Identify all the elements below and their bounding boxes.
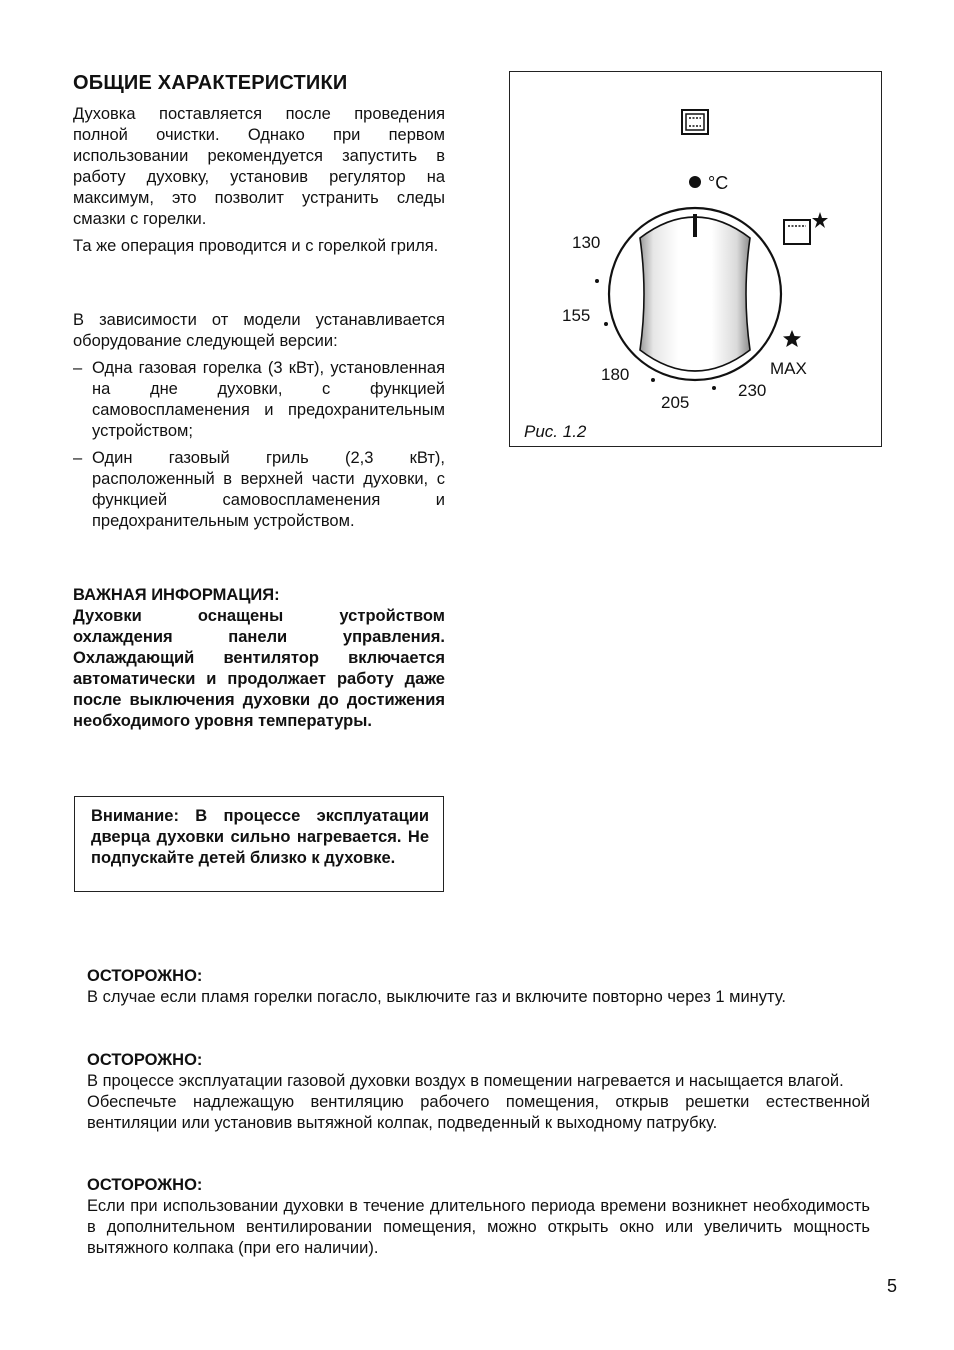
important-text: Духовки оснащены устройством охлаждения панели управления. Охлаждающий вентилятор включается автоматически и продолжает работу даже после выключения духовки до достижения необходимого уровня температуры.: [73, 607, 445, 730]
caution-title: ОСТОРОЖНО:: [87, 1051, 203, 1069]
figure-caption: Рис. 1.2: [524, 422, 587, 441]
label-155: 155: [562, 306, 591, 325]
caution-text: В процессе эксплуатации газовой духовки воздух в помещении нагревается и насыщается влагой.: [87, 1072, 844, 1090]
caution-1: [87, 966, 870, 1008]
label-max: MAX: [770, 359, 807, 378]
caution-2: [87, 1050, 870, 1134]
label-205: 205: [661, 393, 690, 412]
tick-dot: [651, 378, 655, 382]
intro-section: [73, 104, 445, 257]
tick-dot: [595, 279, 599, 283]
list-item: – Один газовый гриль (2,3 кВт), расположенный в верхней части духовки, с функцией самовоспламенения и предохранительным устройством.: [73, 448, 445, 532]
page-heading: ОБЩИЕ ХАРАКТЕРИСТИКИ: [73, 72, 348, 94]
list-item: – Одна газовая горелка (3 кВт), установленная на дне духовки, с функцией самовоспламенения и предохранительным устройством;: [73, 358, 445, 442]
caution-title: ОСТОРОЖНО:: [87, 967, 203, 985]
oven-icon: [682, 110, 708, 134]
equipment-lead: В зависимости от модели устанавливается оборудование следующей версии:: [73, 311, 445, 350]
caution-text: Обеспечьте надлежащую вентиляцию рабочего помещения, открыв решетки естественной вентиляции или установив вытяжной колпак, подведенный к выходному патрубку.: [87, 1093, 870, 1132]
max-flame-icon: [783, 330, 801, 347]
figure-oven-knob: [509, 71, 882, 447]
equipment-list: [73, 358, 445, 532]
label-130: 130: [572, 233, 601, 252]
attention-text: Внимание: В процессе эксплуатации дверца духовки сильно нагревается. Не подпускайте детей близко к духовке.: [91, 807, 429, 867]
celsius-label: °C: [708, 173, 729, 193]
intro-paragraph-1: Духовка поставляется после проведения полной очистки. Однако при первом использовании рекомендуется запустить в работу духовку, установив регулятор на максимум, это позволит устранить следы смазки с горелки.: [73, 105, 445, 228]
caution-3: [87, 1175, 870, 1259]
grill-icon: [784, 212, 828, 244]
caution-text: Если при использовании духовки в течение длительного периода времени возникнет необходимость в дополнительном вентилировании помещения, можно открыть окно или увеличить мощность вытяжного колпака (при его наличии).: [87, 1197, 870, 1257]
important-section: [73, 585, 445, 732]
tick-dot: [712, 386, 716, 390]
page-number: 5: [887, 1276, 898, 1296]
intro-paragraph-2: Та же операция проводится и с горелкой гриля.: [73, 237, 439, 255]
tick-dot: [604, 322, 608, 326]
attention-box: [74, 796, 444, 892]
equipment-section: [73, 310, 445, 538]
caution-title: ОСТОРОЖНО:: [87, 1176, 203, 1194]
label-180: 180: [601, 365, 630, 384]
label-230: 230: [738, 381, 767, 400]
off-position-dot: [689, 176, 701, 188]
knob-diagram: [510, 72, 883, 448]
caution-text: В случае если пламя горелки погасло, выключите газ и включите повторно через 1 минуту.: [87, 988, 786, 1006]
important-title: ВАЖНАЯ ИНФОРМАЦИЯ:: [73, 586, 280, 604]
knob-grip: [640, 217, 750, 371]
